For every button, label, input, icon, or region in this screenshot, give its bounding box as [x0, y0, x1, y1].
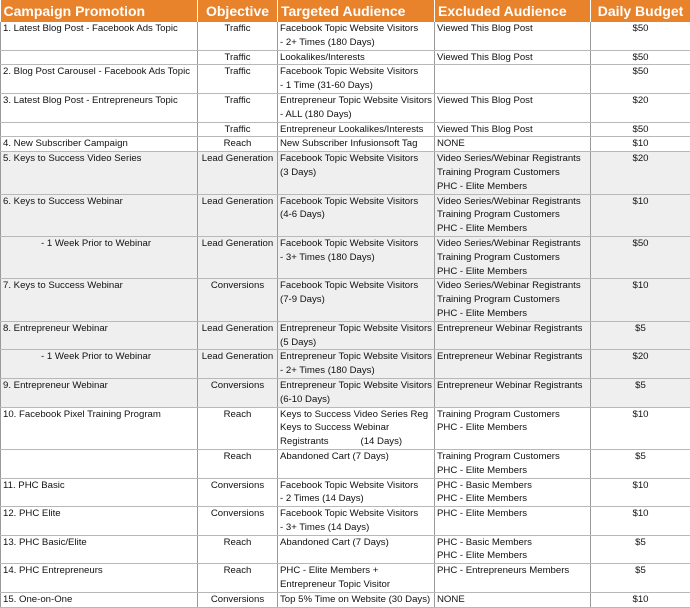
targeted-cell: Entrepreneur Topic Website Visitors - ALL (180 Days) [278, 93, 435, 122]
excluded-cell: Entrepreneur Webinar Registrants [435, 378, 591, 407]
header-objective: Objective [198, 0, 278, 22]
targeted-cell: Facebook Topic Website Visitors - 2 Times (14 Days) [278, 478, 435, 507]
excluded-cell: PHC - Elite Members [435, 507, 591, 536]
targeted-cell: Facebook Topic Website Visitors (7-9 Days) [278, 279, 435, 321]
objective-cell: Conversions [198, 378, 278, 407]
table-row [1, 137, 690, 152]
objective-cell: Traffic [198, 22, 278, 50]
table-row [1, 279, 690, 321]
targeted-cell: Abandoned Cart (7 Days) [278, 449, 435, 478]
excluded-cell: Video Series/Webinar Registrants Training Program Customers PHC - Elite Members [435, 279, 591, 321]
excluded-cell: NONE [435, 137, 591, 152]
excluded-cell: Training Program Customers PHC - Elite Members [435, 449, 591, 478]
excluded-cell: Viewed This Blog Post [435, 122, 591, 137]
campaign-cell: 11. PHC Basic [1, 478, 198, 507]
targeted-cell: Lookalikes/Interests [278, 50, 435, 65]
budget-cell: $20 [591, 152, 690, 194]
budget-cell: $10 [591, 592, 690, 607]
header-targeted-audience: Targeted Audience [278, 0, 435, 22]
budget-cell: $5 [591, 378, 690, 407]
table-row [1, 122, 690, 137]
excluded-cell: PHC - Entrepreneurs Members [435, 564, 591, 593]
table-row [1, 22, 690, 50]
campaign-cell: 8. Entrepreneur Webinar [1, 321, 198, 350]
table-row [1, 478, 690, 507]
objective-cell: Lead Generation [198, 321, 278, 350]
targeted-cell: Facebook Topic Website Visitors - 3+ Times (180 Days) [278, 236, 435, 278]
excluded-cell: Viewed This Blog Post [435, 22, 591, 50]
table-row [1, 65, 690, 94]
campaign-cell: 4. New Subscriber Campaign [1, 137, 198, 152]
table-row [1, 236, 690, 278]
targeted-cell: Top 5% Time on Website (30 Days) [278, 592, 435, 607]
campaign-cell: 13. PHC Basic/Elite [1, 535, 198, 564]
header-campaign-promotion: Campaign Promotion [1, 0, 198, 22]
objective-cell: Reach [198, 449, 278, 478]
targeted-cell: New Subscriber Infusionsoft Tag [278, 137, 435, 152]
objective-cell: Lead Generation [198, 152, 278, 194]
objective-cell: Reach [198, 535, 278, 564]
excluded-cell: Video Series/Webinar Registrants Training Program Customers PHC - Elite Members [435, 236, 591, 278]
budget-cell: $10 [591, 407, 690, 449]
objective-cell: Conversions [198, 592, 278, 607]
targeted-cell: Abandoned Cart (7 Days) [278, 535, 435, 564]
header-row [1, 0, 690, 22]
excluded-cell: Training Program Customers PHC - Elite Members [435, 407, 591, 449]
table-row [1, 378, 690, 407]
targeted-cell: Facebook Topic Website Visitors (3 Days) [278, 152, 435, 194]
campaign-cell: 1. Latest Blog Post - Facebook Ads Topic [1, 22, 198, 50]
budget-cell: $20 [591, 93, 690, 122]
campaign-cell [1, 50, 198, 65]
campaign-cell: 10. Facebook Pixel Training Program [1, 407, 198, 449]
targeted-cell: Keys to Success Video Series Reg Keys to Success Webinar Registrants (14 Days) [278, 407, 435, 449]
excluded-cell: NONE [435, 592, 591, 607]
campaign-cell [1, 449, 198, 478]
targeted-cell: Facebook Topic Website Visitors - 2+ Times (180 Days) [278, 22, 435, 50]
table-row [1, 564, 690, 593]
table-row [1, 507, 690, 536]
campaign-cell: 12. PHC Elite [1, 507, 198, 536]
budget-cell: $50 [591, 65, 690, 94]
objective-cell: Lead Generation [198, 236, 278, 278]
budget-cell: $5 [591, 535, 690, 564]
objective-cell: Traffic [198, 65, 278, 94]
budget-cell: $10 [591, 279, 690, 321]
targeted-cell: Facebook Topic Website Visitors - 3+ Times (14 Days) [278, 507, 435, 536]
campaign-cell: 6. Keys to Success Webinar [1, 194, 198, 236]
budget-cell: $5 [591, 564, 690, 593]
header-excluded-audience: Excluded Audience [435, 0, 591, 22]
targeted-cell: Entrepreneur Topic Website Visitors - 2+ Times (180 Days) [278, 350, 435, 379]
table-row [1, 194, 690, 236]
budget-cell: $5 [591, 449, 690, 478]
objective-cell: Reach [198, 564, 278, 593]
excluded-cell [435, 65, 591, 94]
excluded-cell: Viewed This Blog Post [435, 50, 591, 65]
targeted-cell: Entrepreneur Topic Website Visitors (6-10 Days) [278, 378, 435, 407]
campaign-cell: 2. Blog Post Carousel - Facebook Ads Topic [1, 65, 198, 94]
budget-cell: $10 [591, 478, 690, 507]
objective-cell: Traffic [198, 50, 278, 65]
table-row [1, 321, 690, 350]
objective-cell: Reach [198, 407, 278, 449]
campaign-cell: - 1 Week Prior to Webinar [1, 236, 198, 278]
excluded-cell: Video Series/Webinar Registrants Training Program Customers PHC - Elite Members [435, 152, 591, 194]
objective-cell: Lead Generation [198, 350, 278, 379]
campaign-cell: 14. PHC Entrepreneurs [1, 564, 198, 593]
targeted-cell: Entrepreneur Topic Website Visitors (5 Days) [278, 321, 435, 350]
campaign-cell: 15. One-on-One [1, 592, 198, 607]
budget-cell: $20 [591, 350, 690, 379]
objective-cell: Traffic [198, 122, 278, 137]
table-row [1, 407, 690, 449]
table-row [1, 350, 690, 379]
budget-cell: $50 [591, 122, 690, 137]
targeted-cell: Facebook Topic Website Visitors (4-6 Days) [278, 194, 435, 236]
budget-cell: $10 [591, 137, 690, 152]
campaign-cell: 5. Keys to Success Video Series [1, 152, 198, 194]
budget-cell: $50 [591, 236, 690, 278]
excluded-cell: Video Series/Webinar Registrants Training Program Customers PHC - Elite Members [435, 194, 591, 236]
excluded-cell: Viewed This Blog Post [435, 93, 591, 122]
objective-cell: Lead Generation [198, 194, 278, 236]
table-row [1, 535, 690, 564]
objective-cell: Conversions [198, 279, 278, 321]
campaign-cell [1, 122, 198, 137]
targeted-cell: Facebook Topic Website Visitors - 1 Time (31-60 Days) [278, 65, 435, 94]
budget-cell: $5 [591, 321, 690, 350]
table-row [1, 152, 690, 194]
objective-cell: Traffic [198, 93, 278, 122]
targeted-cell: PHC - Elite Members + Entrepreneur Topic Visitor [278, 564, 435, 593]
campaign-cell: - 1 Week Prior to Webinar [1, 350, 198, 379]
budget-cell: $50 [591, 22, 690, 50]
header-daily-budget: Daily Budget [591, 0, 690, 22]
table-row [1, 93, 690, 122]
excluded-cell: PHC - Basic Members PHC - Elite Members [435, 478, 591, 507]
objective-cell: Conversions [198, 507, 278, 536]
campaign-cell: 7. Keys to Success Webinar [1, 279, 198, 321]
budget-cell: $10 [591, 194, 690, 236]
table-row [1, 592, 690, 607]
excluded-cell: Entrepreneur Webinar Registrants [435, 321, 591, 350]
excluded-cell: PHC - Basic Members PHC - Elite Members [435, 535, 591, 564]
budget-cell: $50 [591, 50, 690, 65]
campaign-cell: 9. Entrepreneur Webinar [1, 378, 198, 407]
budget-cell: $10 [591, 507, 690, 536]
objective-cell: Reach [198, 137, 278, 152]
objective-cell: Conversions [198, 478, 278, 507]
table-row [1, 50, 690, 65]
excluded-cell: Entrepreneur Webinar Registrants [435, 350, 591, 379]
targeted-cell: Entrepreneur Lookalikes/Interests [278, 122, 435, 137]
table-row [1, 449, 690, 478]
campaign-cell: 3. Latest Blog Post - Entrepreneurs Topic [1, 93, 198, 122]
